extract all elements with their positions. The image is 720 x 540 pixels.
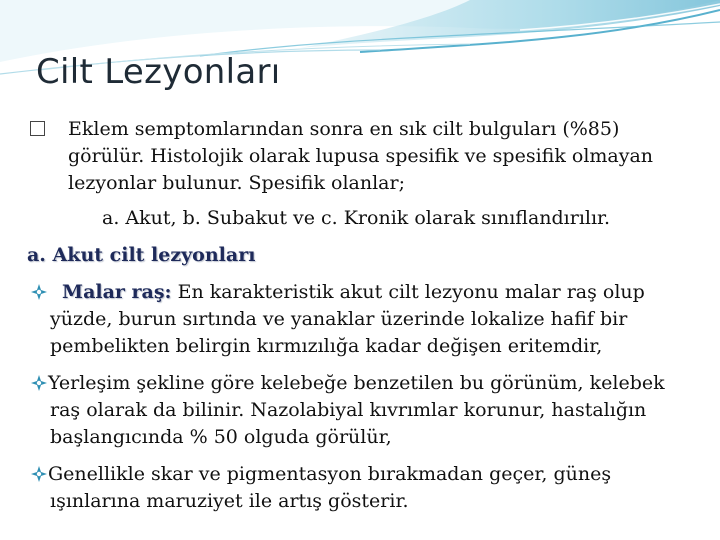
- list-item-2-text: Yerleşim şekline göre kelebeğe benzetilen bu görünüm, kelebek: [48, 372, 665, 394]
- diamond-bullet-icon: [30, 283, 48, 301]
- list-item-1-line-1: [30, 279, 645, 306]
- list-item-3-text: Genellikle skar ve pigmentasyon bırakmadan geçer, güneş: [48, 463, 612, 485]
- list-item-1-line-2: yüzde, burun sırtında ve yanaklar üzerinde lokalize hafif bir: [50, 308, 628, 330]
- list-item-1-line-3: pembelikten belirgin kırmızılığa kadar değişen eritemdir,: [50, 335, 603, 357]
- malar-ras-term: Malar raş:: [62, 281, 172, 303]
- intro-line-1: Eklem semptomlarından sonra en sık cilt bulguları (%85): [68, 118, 620, 140]
- list-item-2-line-1: [30, 370, 665, 397]
- list-item-3-line-2: ışınlarına maruziyet ile artış gösterir.: [50, 490, 409, 512]
- list-item-2-line-3: başlangıcında % 50 olguda görülür,: [50, 426, 392, 448]
- diamond-bullet-icon: [30, 374, 48, 392]
- section-heading: a. Akut cilt lezyonları: [27, 244, 256, 266]
- list-item-3-line-1: [30, 461, 611, 488]
- diamond-bullet-icon: [30, 465, 48, 483]
- intro-line-3: lezyonlar bulunur. Spesifik olanlar;: [68, 172, 405, 194]
- page-title: Cilt Lezyonları: [36, 52, 281, 92]
- checkbox-square-icon: [30, 121, 45, 136]
- intro-line-4: a. Akut, b. Subakut ve c. Kronik olarak sınıflandırılır.: [102, 207, 611, 229]
- list-item-1-text: En karakteristik akut cilt lezyonu malar raş olup: [171, 281, 645, 303]
- list-item-2-line-2: raş olarak da bilinir. Nazolabiyal kıvrımlar korunur, hastalığın: [50, 399, 647, 421]
- intro-line-2: görülür. Histolojik olarak lupusa spesifik ve spesifik olmayan: [68, 145, 654, 167]
